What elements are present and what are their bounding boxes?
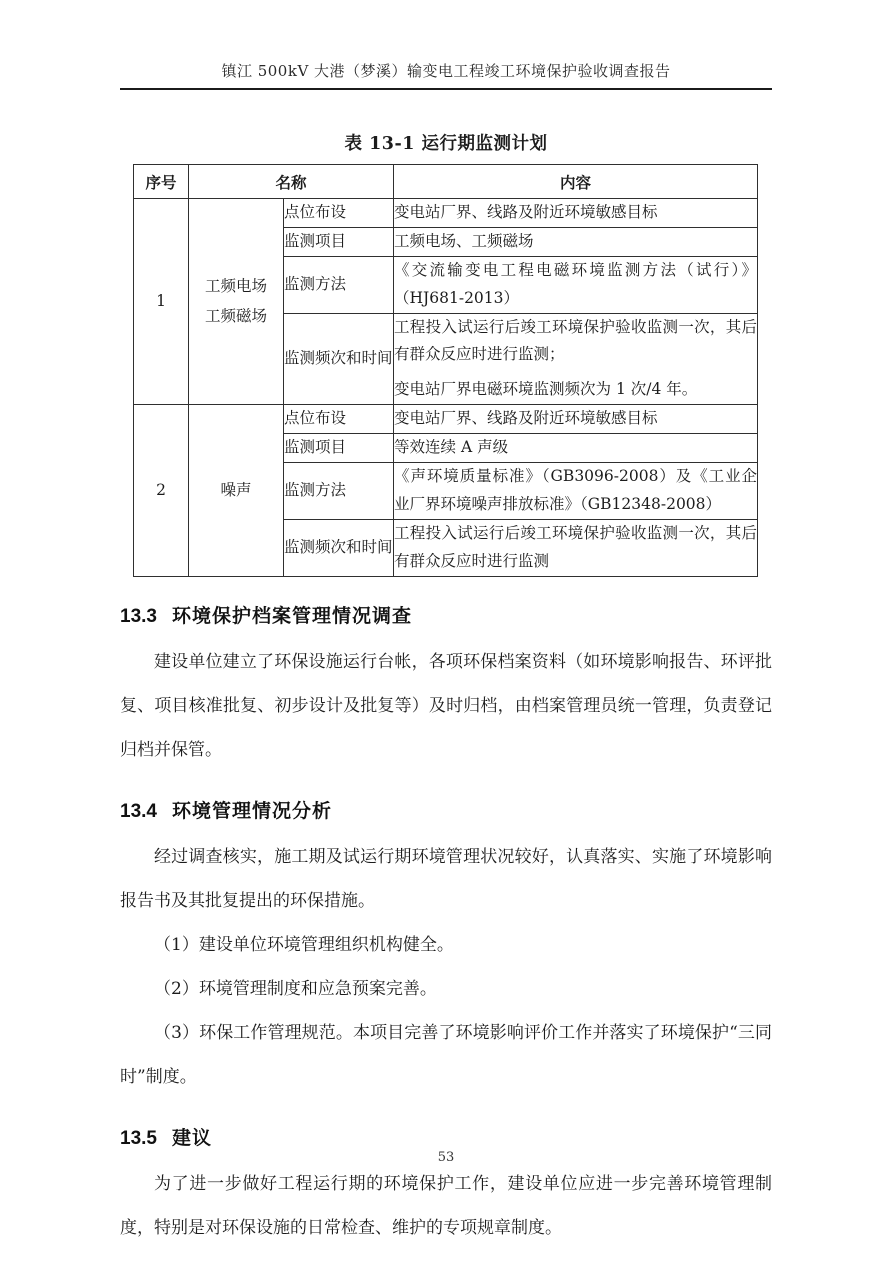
header-cell-index: 序号 — [134, 165, 189, 199]
body-paragraph: （3）环保工作管理规范。本项目完善了环境影响评价工作并落实了环境保护“三同时”制度。 — [120, 1022, 772, 1087]
body-paragraph: 建设单位建立了环保设施运行台帐，各项环保档案资料（如环境影响报告、环评批复、项目核准批复、初步设计及批复等）及时归档，由档案管理员统一管理，负责登记归档并保管。 — [120, 651, 772, 760]
body-paragraph: （1）建设单位环境管理组织机构健全。 — [154, 934, 454, 955]
monitoring-plan-table — [133, 164, 758, 577]
item-content-line: 《交流输变电工程电磁环境监测方法（试行）》（HJ681-2013） — [394, 260, 758, 307]
table-row — [134, 199, 758, 228]
item-content-cell — [394, 199, 758, 228]
item-content-line: 等效连续 A 声级 — [394, 438, 509, 457]
header-cell-content: 内容 — [394, 165, 758, 199]
item-content-line: 变电站厂界、线路及附近环境敏感目标 — [394, 409, 658, 428]
table-row — [134, 405, 758, 434]
item-label-cell: 监测项目 — [284, 227, 394, 256]
item-content-cell — [394, 434, 758, 463]
row-name-cell: 工频电场 工频磁场 — [189, 199, 284, 405]
page-number: 53 — [437, 1150, 455, 1165]
item-content-cell — [394, 256, 758, 313]
item-label-cell: 监测方法 — [284, 463, 394, 520]
section-heading — [120, 796, 772, 823]
table-title: 表 13-1 运行期监测计划 — [344, 134, 548, 154]
row-name-cell: 噪声 — [189, 405, 284, 576]
section-heading — [120, 1123, 772, 1150]
header-cell-name: 名称 — [189, 165, 394, 199]
body-paragraph: （2）环境管理制度和应急预案完善。 — [154, 978, 437, 999]
section-heading — [120, 601, 772, 628]
section-number: 13.5 — [120, 1127, 157, 1149]
item-label-cell: 点位布设 — [284, 405, 394, 434]
row-index-cell: 1 — [134, 199, 189, 405]
item-content-cell — [394, 313, 758, 405]
item-content-cell — [394, 463, 758, 520]
section-title: 建议 — [171, 1127, 212, 1149]
item-label-cell: 点位布设 — [284, 199, 394, 228]
item-label-cell: 监测项目 — [284, 434, 394, 463]
table-header-row — [134, 165, 758, 199]
item-content-line: 《声环境质量标准》（GB3096-2008）及《工业企业厂界环境噪声排放标准》（GB12348-2008） — [394, 467, 758, 513]
section-title: 环境管理情况分析 — [171, 800, 332, 822]
running-header-title: 镇江 500kV 大港（梦溪）输变电工程竣工环境保护验收调查报告 — [221, 62, 671, 80]
section-number: 13.3 — [120, 605, 157, 627]
section-title: 环境保护档案管理情况调查 — [171, 605, 412, 627]
item-content-line: 变电站厂界电磁环境监测频次为 1 次/4 年。 — [394, 380, 698, 399]
body-paragraph: 为了进一步做好工程运行期的环境保护工作，建设单位应进一步完善环境管理制度，特别是对环保设施的日常检查、维护的专项规章制度。 — [120, 1173, 772, 1238]
item-content-cell — [394, 227, 758, 256]
item-content-line: 工程投入试运行后竣工环境保护验收监测一次，其后有群众反应时进行监测 — [394, 523, 758, 570]
item-label-cell: 监测方法 — [284, 256, 394, 313]
item-content-line: 工频电场、工频磁场 — [394, 231, 534, 250]
item-content-line: 工程投入试运行后竣工环境保护验收监测一次，其后有群众反应时进行监测； — [394, 317, 758, 364]
row-index-cell: 2 — [134, 405, 189, 576]
header-rule — [120, 88, 772, 90]
item-content-line: 变电站厂界、线路及附近环境敏感目标 — [394, 203, 658, 221]
item-label-cell: 监测频次和时间 — [284, 313, 394, 405]
item-content-cell — [394, 405, 758, 434]
page-content — [120, 0, 772, 1250]
body-paragraph: 经过调查核实，施工期及试运行期环境管理状况较好，认真落实、实施了环境影响报告书及其批复提出的环保措施。 — [120, 846, 772, 911]
item-content-cell — [394, 519, 758, 576]
monitoring-table-body — [134, 199, 758, 577]
section-number: 13.4 — [120, 800, 157, 822]
item-label-cell: 监测频次和时间 — [284, 519, 394, 576]
